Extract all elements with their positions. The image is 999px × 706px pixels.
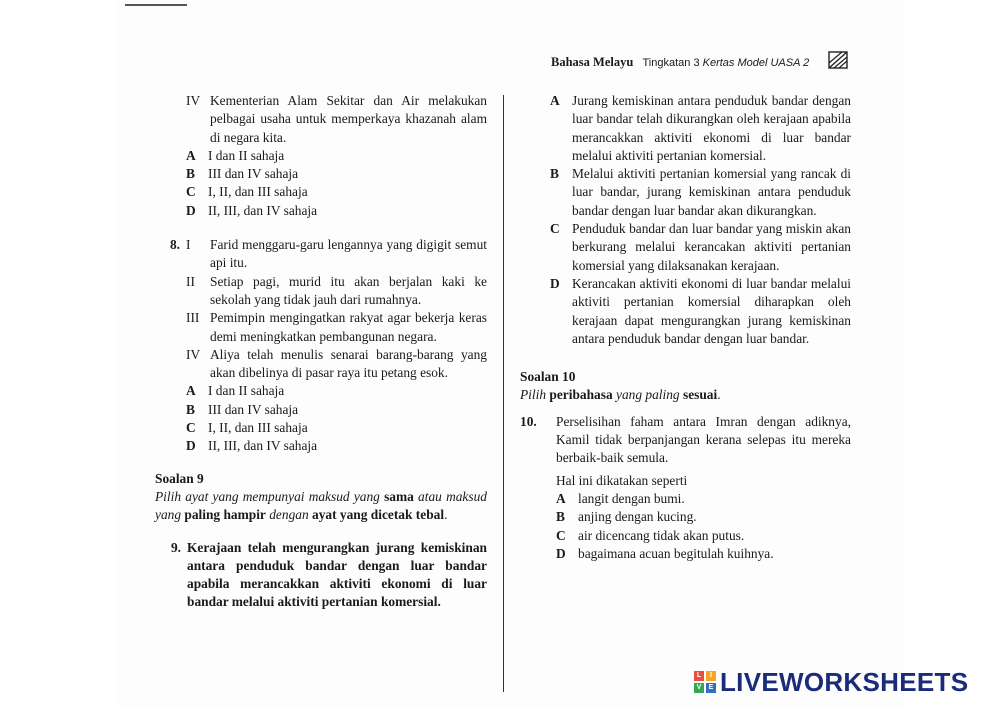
option-d[interactable]: D Kerancakan aktiviti ekonomi di luar bandar melalui aktiviti pertanian komersial diharapkan oleh kerajaan dapat mengurangkan jurang kemiskinan antara penduduk bandar dengan luar bandar. xyxy=(550,275,851,346)
column-divider xyxy=(503,95,504,692)
roman-numeral: IV xyxy=(186,93,201,108)
option-b[interactable]: B III dan IV sahaja xyxy=(186,401,299,417)
top-rule xyxy=(125,4,187,6)
option-d[interactable]: D II, III, dan IV sahaja xyxy=(186,202,318,218)
soalan-10-title: Soalan 10 xyxy=(520,369,576,385)
soalan-10-instruction: Pilih peribahasa yang paling sesuai. xyxy=(520,387,721,403)
option-b[interactable]: B anjing dengan kucing. xyxy=(556,509,697,525)
logo-text: LIVEWORKSHEETS xyxy=(720,666,969,697)
q8-item: II Setiap pagi, murid itu akan berjalan kaki ke sekolah yang tidak jauh dari rumahnya. xyxy=(186,273,487,307)
option-a[interactable]: A Jurang kemiskinan antara penduduk bandar dengan luar bandar telah dikurangkan oleh kerajaan apabila merancakkan aktiviti ekonomi di luar bandar melalui aktiviti pertanian komersial. xyxy=(550,93,851,163)
option-c[interactable]: C I, II, dan III sahaja xyxy=(186,420,308,436)
option-b[interactable]: B III dan IV sahaja xyxy=(186,166,299,182)
question-10-prompt: Hal ini dikatakan seperti xyxy=(556,472,688,488)
liveworksheets-logo[interactable] xyxy=(694,668,968,696)
q7-options xyxy=(155,147,487,220)
q8-item: I Farid menggaru-garu lengannya yang digigit semut api itu. xyxy=(186,237,487,271)
soalan-9-instruction: Pilih ayat yang mempunyai maksud yang sama atau maksud yang paling hampir dengan ayat yang dicetak tebal. xyxy=(155,488,487,523)
right-column xyxy=(520,92,851,563)
soalan-9-title: Soalan 9 xyxy=(155,470,204,486)
question-8 xyxy=(155,236,487,456)
question-number: 9. xyxy=(170,539,181,555)
question-number: 10. xyxy=(520,413,537,429)
option-d[interactable]: D bagaimana acuan begitulah kuihnya. xyxy=(556,545,774,561)
option-a[interactable]: A langit dengan bumi. xyxy=(556,490,685,506)
option-a[interactable]: A I dan II sahaja xyxy=(186,383,285,399)
logo-grid-icon: L I V E xyxy=(694,671,716,693)
question-10-text: Perselisihan faham antara Imran dengan adiknya, Kamil tidak berpanjangan kerana selepas itu mereka berbaik-baik semula. xyxy=(556,413,851,466)
q8-item: III Pemimpin mengingatkan rakyat agar bekerja keras demi meningkatkan pembangunan negara. xyxy=(186,310,487,344)
question-9-text: Kerajaan telah mengurangkan jurang kemiskinan antara penduduk bandar dengan luar bandar apabila merancakkan aktiviti ekonomi di luar bandar melalui aktiviti pertanian komersial. xyxy=(187,539,487,610)
book-corner-icon xyxy=(828,51,848,69)
q8-item: IV Aliya telah menulis senarai barang-barang yang akan dibelinya di pasar raya itu petang esok. xyxy=(186,346,487,381)
q7-item-iv-text: Kementerian Alam Sekitar dan Air melakukan pelbagai usaha untuk memperkaya khazanah alam di negara kita. xyxy=(210,93,487,145)
option-b[interactable]: B Melalui aktiviti pertanian komersial yang rancak di luar bandar, jurang kemiskinan antara penduduk bandar dengan luar bandar akan dikurangkan. xyxy=(550,166,851,218)
q10-body xyxy=(550,413,851,563)
header-level: Tingkatan 3 xyxy=(642,57,700,69)
header-paper: Kertas Model UASA 2 xyxy=(702,57,810,69)
q8-body xyxy=(186,236,487,456)
question-9 xyxy=(155,539,487,612)
question-number: 8. xyxy=(169,237,180,253)
option-a[interactable]: A I dan II sahaja xyxy=(186,147,285,163)
question-10 xyxy=(520,413,851,563)
option-c[interactable]: C air dicencang tidak akan putus. xyxy=(556,527,745,543)
header-subject: Bahasa Melayu xyxy=(551,55,634,69)
q7-item-iv xyxy=(155,92,487,147)
option-c[interactable]: C I, II, dan III sahaja xyxy=(186,184,308,200)
option-c[interactable]: C Penduduk bandar dan luar bandar yang miskin akan berkurang melalui kerancakan aktiviti pertanian komersial yang dilaksanakan kerajaan. xyxy=(550,221,851,273)
left-column xyxy=(155,92,487,612)
option-d[interactable]: D II, III, dan IV sahaja xyxy=(186,438,318,454)
page-header xyxy=(551,55,809,70)
